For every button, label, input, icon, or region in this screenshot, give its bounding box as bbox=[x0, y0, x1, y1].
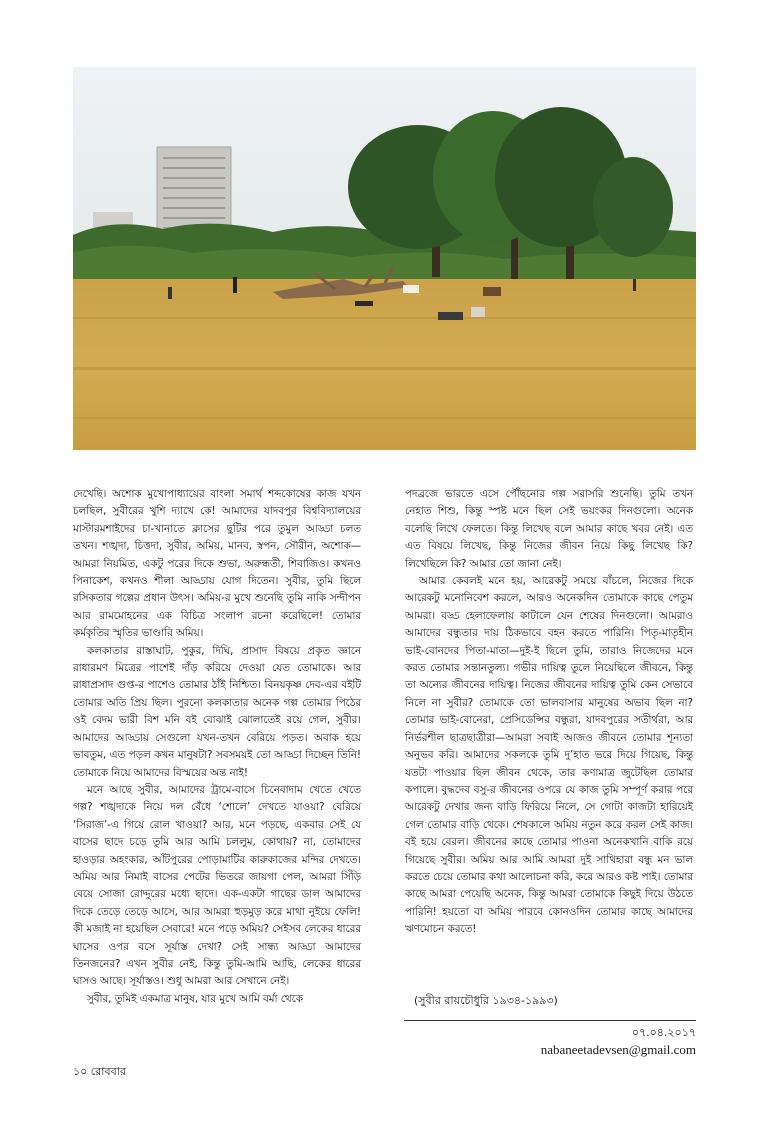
paragraph: সুবীর, তুমিই একমাত্র মানুষ, যার মুখে আমি বর্মা থেকে bbox=[87, 992, 303, 1005]
signature-line: (সুবীর রায়চৌধুরি ১৯৩৪-১৯৯৩) bbox=[414, 994, 558, 1007]
author-email: nabaneetadevsen@gmail.com bbox=[540, 1042, 696, 1057]
article-column-right bbox=[405, 486, 693, 939]
paragraph: আমার কেবলই মনে হয়, আরেকটু সময়ে বাঁচলে, নিজের দিকে আরেকটু মনোনিবেশ করলে, আরও অনেকদিন তোমাকে কাছে পেতুম আমরা। বড্ড হেলাফেলায় কাটালে যেন শেষের দিনগুলো। আমরাও আমাদের বন্ধুতার দায় ঠিকভাবে বহন করতে পারিনি। পিতৃ-মাতৃহীন ভাই-বোনদের পিতা-মাতা—দুই-ই ছিলে তুমি, তারাও নিজেদের মনে করত তোমার সন্তানতুল্য। গভীর দায়িত্ব তুলে নিয়েছিলে জীবনে, কিন্তু তা অন্যের জীবনের দায়িত্ব। নিজের জীবনের দায়িত্ব তুমি কেন সেভাবে নিলে না সুবীর? তোমাকে তো ভালবাসার মানুষের অভাব ছিল না? তোমার ভাই-বোনেরা, প্রেসিডেন্সির বন্ধুরা, যাদবপুরের সতীর্থরা, আর নির্ভরশীল ছাত্রছাত্রীরা—আমরা সবাই আজও জীবনে তোমার শূন্যতা অনুভব করি। আমাদের সকলকে তুমি দু’হাত ভরে দিয়ে গিয়েছ, কিন্তু যতটা পাওয়ার ছিল জীবন থেকে, তার কণামাত্র জুটেছিল তোমার কপালে। বুদ্ধদেব বসু-র জীবনের ওপরে যে কাজ তুমি সম্পূর্ণ করার পরে আরেকটু দেখার জন্য বাড়ি ফিরিয়ে নিলে, সে গোটা কাজটা হারিয়েই গেল তোমার বাড়ি থেকে। শেষকালে অমিয় নতুন করে করল সেই কাজ। বই হয়ে বেরল। জীবনের কাছে তোমার পাওনা অনেকখানি বাকি রয়ে গিয়েছে সুবীর। অমিয় আর আমি আমরা দুই সাথিহারা বন্ধু মন ভাল করতে চেয়ে তোমার কথা আলোচনা করি, করে আরও কষ্ট পাই। তোমার কাছে আমরা পেয়েছি অনেক, কিন্তু আমরা তোমাকে কিছুই দিয়ে উঠতে পারিনি! হয়তো বা অমিয় পারবে কোনওদিন তোমার কাছে আমাদের ঋণমোচন করতে! bbox=[405, 575, 694, 936]
page-folio: ১০ রোববার bbox=[73, 1065, 126, 1078]
article-date: ০৭.০৪.২০১৭ bbox=[631, 1026, 696, 1039]
paragraph: পদব্রজে ভারতে এসে পৌঁছনোর গল্প সরাসরি শুনেছি। তুমি তখন নেহাত শিশু, কিন্তু স্পষ্ট মনে ছিল সেই ভয়ংকর দিনগুলো। অনেক বলেছি লিখে ফেলতে। কিন্তু লিখেছ বলে আমার কাছে খবর নেই। এত এত বিষয়ে লিখেছ, কিন্তু নিজের জীবন নিয়ে কিছু লিখেছ কি? লিখেছিলে কি? আমার তো জানা নেই। bbox=[405, 488, 693, 570]
article-column-left bbox=[73, 486, 361, 1008]
paragraph: মনে আছে সুবীর, আমাদের ট্রামে-বাসে চিনেবাদাম খেতে খেতে গল্প? শঙ্খদাকে নিয়ে দল বেঁধে ‘শোলে’ দেখতে যাওয়া? বেরিয়ে ‘সিরাজ’-এ গিয়ে রোল খাওয়া? আর, মনে পড়ছে, একবার সেই যে বাসের ছাদে চড়ে তুমি আর আমি চললুম, কোথায়? না, তোমাদের হাওড়ার অহংকার, আঁটপুরের পোড়ামাটির কারুকাজের মন্দির দেখতে। অমিয় আর নিমাই বাসের পেটের ভিতরে জায়গা পেল, আমরা সিঁড়ি বেয়ে সোজা রোদ্দুরের মধ্যে ছাদে। এক-একটা গাছের ডাল আমাদের দিকে তেড়ে তেড়ে আসে, আর আমরা হুড়মুড় করে মাথা নুইয়ে ফেলি! কী মজাই না হয়েছিল সেবারে! মনে পড়ে অমিয়? সেইসব লেকের ধারের ঘাসের ওপর বসে সূর্যাস্ত দেখা? সেই সান্ধ্য আড্ডা আমাদের তিনজনের? এখন সুবীর নেই, কিন্তু তুমি-আমি আছি, লেকের ধারের ঘাসও আছে। সূর্যাস্তও। শুধু আমরা আর সেখানে নেই। bbox=[73, 783, 361, 988]
divider bbox=[404, 1020, 696, 1021]
paragraph: কলকাতার রাস্তাঘাট, পুকুর, দিঘি, প্রাসাদ বিষয়ে প্রকৃত জ্ঞানে রাধারমণ মিত্রের পাশেই দাঁড় করিয়ে দেওয়া যেত তোমাকে। আর রাধাপ্রসাদ গুপ্ত-র পাশেও তোমার ঠাঁই নিশ্চিত। বিনয়কৃষ্ণ দেব-এর বইটি তোমার অতি প্রিয় ছিল। পুরনো কলকাতার অনেক গল্প তোমার পিঠের ওই বেদম ভারী বিশ মনি বই বোঝাই ঝোলাতেই রয়ে গেল, সুবীর। আমাদের আড্ডায় সেগুলো যখন-তখন বেরিয়ে পড়ত। অবাক হয়ে ভাবতুম, এত পড়ল কখন মানুষটা? সবসময়ই তো আড্ডা দিচ্ছেন তিনি! তোমাকে নিয়ে আমাদের বিস্ময়ের অন্ত নাই! bbox=[73, 644, 361, 779]
photo-maidan bbox=[73, 67, 696, 450]
park-photo-graphic bbox=[73, 67, 696, 450]
paragraph: দেখেছি। অশোক মুখোপাধ্যায়ের বাংলা সমার্থ শব্দকোষের কাজ যখন চলছিল, সুবীরের খুশি দ্যাখে কে! আমাদের যাদবপুর বিশ্ববিদ্যালয়ের মাস্টারমশাইদের চা-খানাতে ক্লাসের ছুটির পরে তুমুল আড্ডা চলত তখন। শঙ্খদা, চিত্তদা, সুবীর, অমিয়, মানব, স্বপন, সৌরীন, অশোক—আমরা নিয়মিত, একটু পরের দিকে শুভা, অরুন্ধতী, শিবাজিও। কখনও পিনাকেশ, কখনও শীলা আড্ডায় যোগ দিতেন। সুবীর, তুমি ছিলে রসিকতার গল্পের প্রধান উৎস। অমিয়-র মুখে শুনেছি তুমি নাকি সন্দীপন আর রামমোহনের এক বিচিত্র সংলাপ রচনা করেছিলে! তোমার কর্মকৃতির স্মৃতির ভাণ্ডারি অমিয়। bbox=[73, 488, 361, 640]
